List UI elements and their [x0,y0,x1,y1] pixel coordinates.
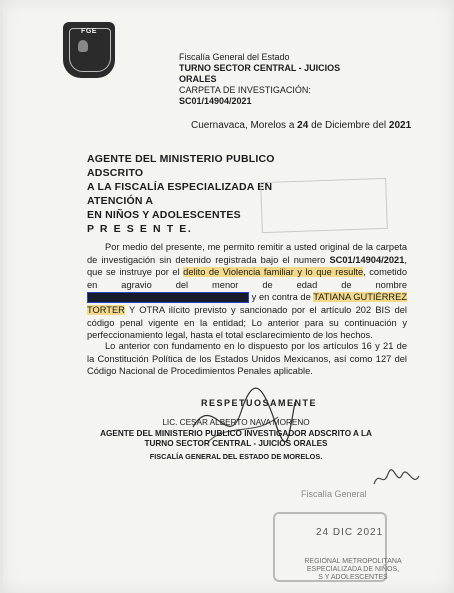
case-file-line: CARPETA DE INVESTIGACIÓN: SC01/14904/2021 [179,85,311,106]
closing: RESPETUOSAMENTE [201,398,318,408]
faint-stamp-top [260,178,388,233]
signature-block: LIC. CESAR ALBERTO NAVA MORENO AGENTE DEL MINISTERIO PUBLICO INVESTIGADOR ADSCRITO A LA TURNO SECTOR CENTRAL - JUICIOS ORALES FISCALÍA GENERAL DEL ESTADO DE MORELOS. [100,418,372,461]
issuer-name: Fiscalía General del Estado [179,52,290,62]
place-date: Cuernavaca, Morelos a 24 de Diciembre del 2021 [191,120,412,131]
stamp-office: REGIONAL METROPOLITANA ESPECIALIZADA DE NIÑOS, S Y ADOLESCENTES [304,558,402,581]
fge-logo: FGE [63,22,115,78]
addressee-block: AGENTE DEL MINISTERIO PUBLICO ADSCRITO A LA FISCALÍA ESPECIALIZADA EN ATENCIÓN A EN NIÑOS Y ADOLESCENTES P R E S E N T E. [87,153,275,235]
paragraph-1: Por medio del presente, me permito remitir a usted original de la carpeta de investigación sin detenido registrada bajo el numero SC01/14904/2021, que se instruye por el delito de Violencia familiar y lo que resulte, cometido en agravio del menor de edad de nombre y en contra de TATIANA GUTIÉRREZ TORTER Y OTRA ilícito previsto y sancionado por el artículo 202 BIS del código penal vigente en la entidad; Lo anterior para su continuación y perfeccionamiento legal, hasta el total esclarecimiento de los hechos. [87,242,407,341]
document-page [3,0,453,593]
letterhead [179,52,379,107]
paragraph-2: Lo anterior con fundamento en lo dispuesto por los artículos 16 y 21 de la Constitución Política de los Estados Unidos Mexicanos, así como 127 del Código Nacional de Procedimientos Penales aplicable. [87,341,407,377]
issuer-unit: TURNO SECTOR CENTRAL - JUICIOS ORALES [179,63,341,84]
stamp-date: 24 DIC 2021 [316,527,384,538]
receipt-stamp: Fiscalía General [301,489,367,499]
redaction-bar [87,292,249,303]
